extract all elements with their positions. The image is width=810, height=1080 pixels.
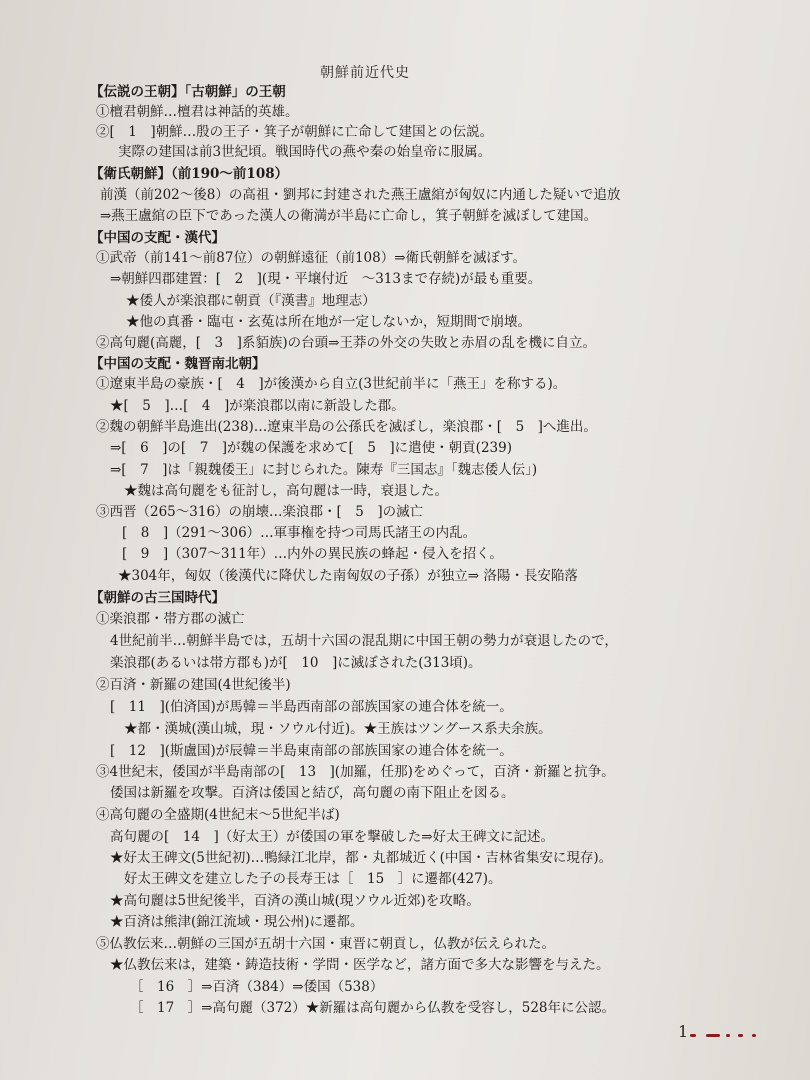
text-line: [ 12 ](斯盧国)が辰韓＝半島東南部の部族国家の連合体を統一。 [110,743,513,759]
bleed-through-text [560,40,800,660]
text-line: 実際の建国は前3世紀頃。戦国時代の燕や秦の始皇帝に服属。 [118,144,492,160]
text-line: ①檀君朝鮮…檀君は神話的英雄。 [96,104,299,120]
text-line: ②百済・新羅の建国(4世紀後半) [96,677,291,693]
text-line: 高句麗の[ 14 ]（好太王）が倭国の軍を撃破した⇒好太王碑文に記述。 [110,829,555,845]
section-heading: 【伝説の王朝】「古朝鮮」の王朝 [90,84,286,100]
text-line: 前漢（前202〜後8）の高祖・劉邦に封建された燕王盧綰が匈奴に内通した疑いで追放 [100,187,621,203]
text-line: ②魏の朝鮮半島進出(238)…遼東半島の公孫氏を滅ぼし，楽浪郡・[ 5 ]へ進出。 [96,419,597,435]
text-line: ②[ 1 ]朝鮮…殷の王子・箕子が朝鮮に亡命して建国との伝説。 [96,124,494,140]
text-line: ★魏は高句麗をも征討し，高句麗は一時，衰退した。 [124,483,448,499]
text-line: ③4世紀末，倭国が半島南部の[ 13 ](加羅，任那)をめぐって，百済・新羅と抗争。 [96,764,615,780]
text-line: ★他の真番・臨屯・玄菟は所在地が一定しないか，短期間で崩壊。 [126,314,531,330]
section-heading: 【朝鮮の古三国時代】 [90,590,225,606]
red-ink-mark [752,1034,756,1037]
text-line: ⇒[ 7 ]は「親魏倭王」に封じられた。陳寿『三国志』「魏志倭人伝」) [110,462,538,478]
red-ink-mark [738,1034,743,1037]
text-line: ［ 17 ］⇒高句麗（372）★新羅は高句麗から仏教を受容し，528年に公認。 [130,1000,616,1016]
text-line: ★都・漢城(漢山城，現・ソウル付近)。★王族はツングース系夫余族。 [124,721,552,737]
text-line: [ 11 ](伯済国)が馬韓＝半島西南部の部族国家の連合体を統一。 [110,699,513,715]
text-line: 好太王碑文を建立した子の長寿王は［ 15 ］に遷都(427)。 [124,871,502,887]
red-ink-mark [726,1034,730,1037]
text-line: ★好太王碑文(5世紀初)…鴨緑江北岸，都・丸都城近く(中国・吉林省集安に現存)。 [110,850,613,866]
text-line: 4世紀前半…朝鮮半島では，五胡十六国の混乱期に中国王朝の勢力が衰退したので， [110,633,618,649]
page-title: 朝鮮前近代史 [320,65,410,81]
red-ink-mark [706,1034,720,1037]
text-line: ★304年，匈奴（後漢代に降伏した南匈奴の子孫）が独立⇒ 洛陽・長安陥落 [118,568,578,584]
red-ink-mark [690,1034,696,1037]
text-line: ⇒[ 6 ]の[ 7 ]が魏の保護を求めて[ 5 ]に遣使・朝貢(239) [110,440,512,456]
text-line: ★百済は熊津(錦江流域・現公州)に遷都。 [110,914,364,930]
section-heading: 【中国の支配・魏晋南北朝】 [90,356,266,372]
page-number: 1 [678,1022,689,1041]
text-line: ①遼東半島の豪族・[ 4 ]が後漢から自立(3世紀前半に「燕王」を称する)。 [96,376,567,392]
text-line: ★倭人が楽浪郡に朝貢（『漢書』地理志） [126,293,376,309]
text-line: ⑤仏教伝来…朝鮮の三国が五胡十六国・東晋に朝貢し，仏教が伝えられた。 [96,936,555,952]
text-line: ③西晋（265〜316）の崩壊…楽浪郡・[ 5 ]の滅亡 [96,504,424,520]
text-line: ②高句麗(高麗，[ 3 ]系貊族)の台頭⇒王莽の外交の失敗と赤眉の乱を機に自立。 [96,335,596,351]
text-line: ①武帝（前141〜前87位）の朝鮮遠征（前108）⇒衛氏朝鮮を滅ぼす。 [96,250,526,266]
text-line: ④高句麗の全盛期(4世紀末〜5世紀半ば) [96,807,340,823]
text-line: ★[ 5 ]…[ 4 ]が楽浪郡以南に新設した郡。 [110,398,405,414]
text-line: 楽浪郡(あるいは帯方郡も)が[ 10 ]に滅ぼされた(313頃)。 [110,655,482,671]
text-line: ⇒燕王盧綰の臣下であった漢人の衛満が半島に亡命し，箕子朝鮮を滅ぼして建国。 [100,208,598,224]
text-line: ①楽浪郡・帯方郡の滅亡 [96,611,245,627]
text-line: 倭国は新羅を攻撃。百済は倭国と結び，高句麗の南下阻止を図る。 [110,785,515,801]
text-line: ［ 16 ］⇒百済（384）⇒倭国（538） [130,979,384,995]
section-heading: 【中国の支配・漢代】 [90,230,225,246]
text-line: [ 8 ]（291〜306）…軍事権を持つ司馬氏諸王の内乱。 [122,525,477,541]
text-line: [ 9 ]（307〜311年）…内外の異民族の蜂起・侵入を招く。 [122,546,503,562]
text-line: ★仏教伝来は，建築・鋳造技術・学問・医学など，諸方面で多大な影響を与えた。 [110,957,610,973]
text-line: ★高句麗は5世紀後半，百済の漢山城(現ソウル近郊)を攻略。 [110,893,480,909]
text-line: ⇒朝鮮四郡建置：[ 2 ](現・平壌付近 〜313まで存続)が最も重要。 [110,271,542,287]
section-heading: 【衛氏朝鮮】（前190〜前108） [90,166,289,182]
